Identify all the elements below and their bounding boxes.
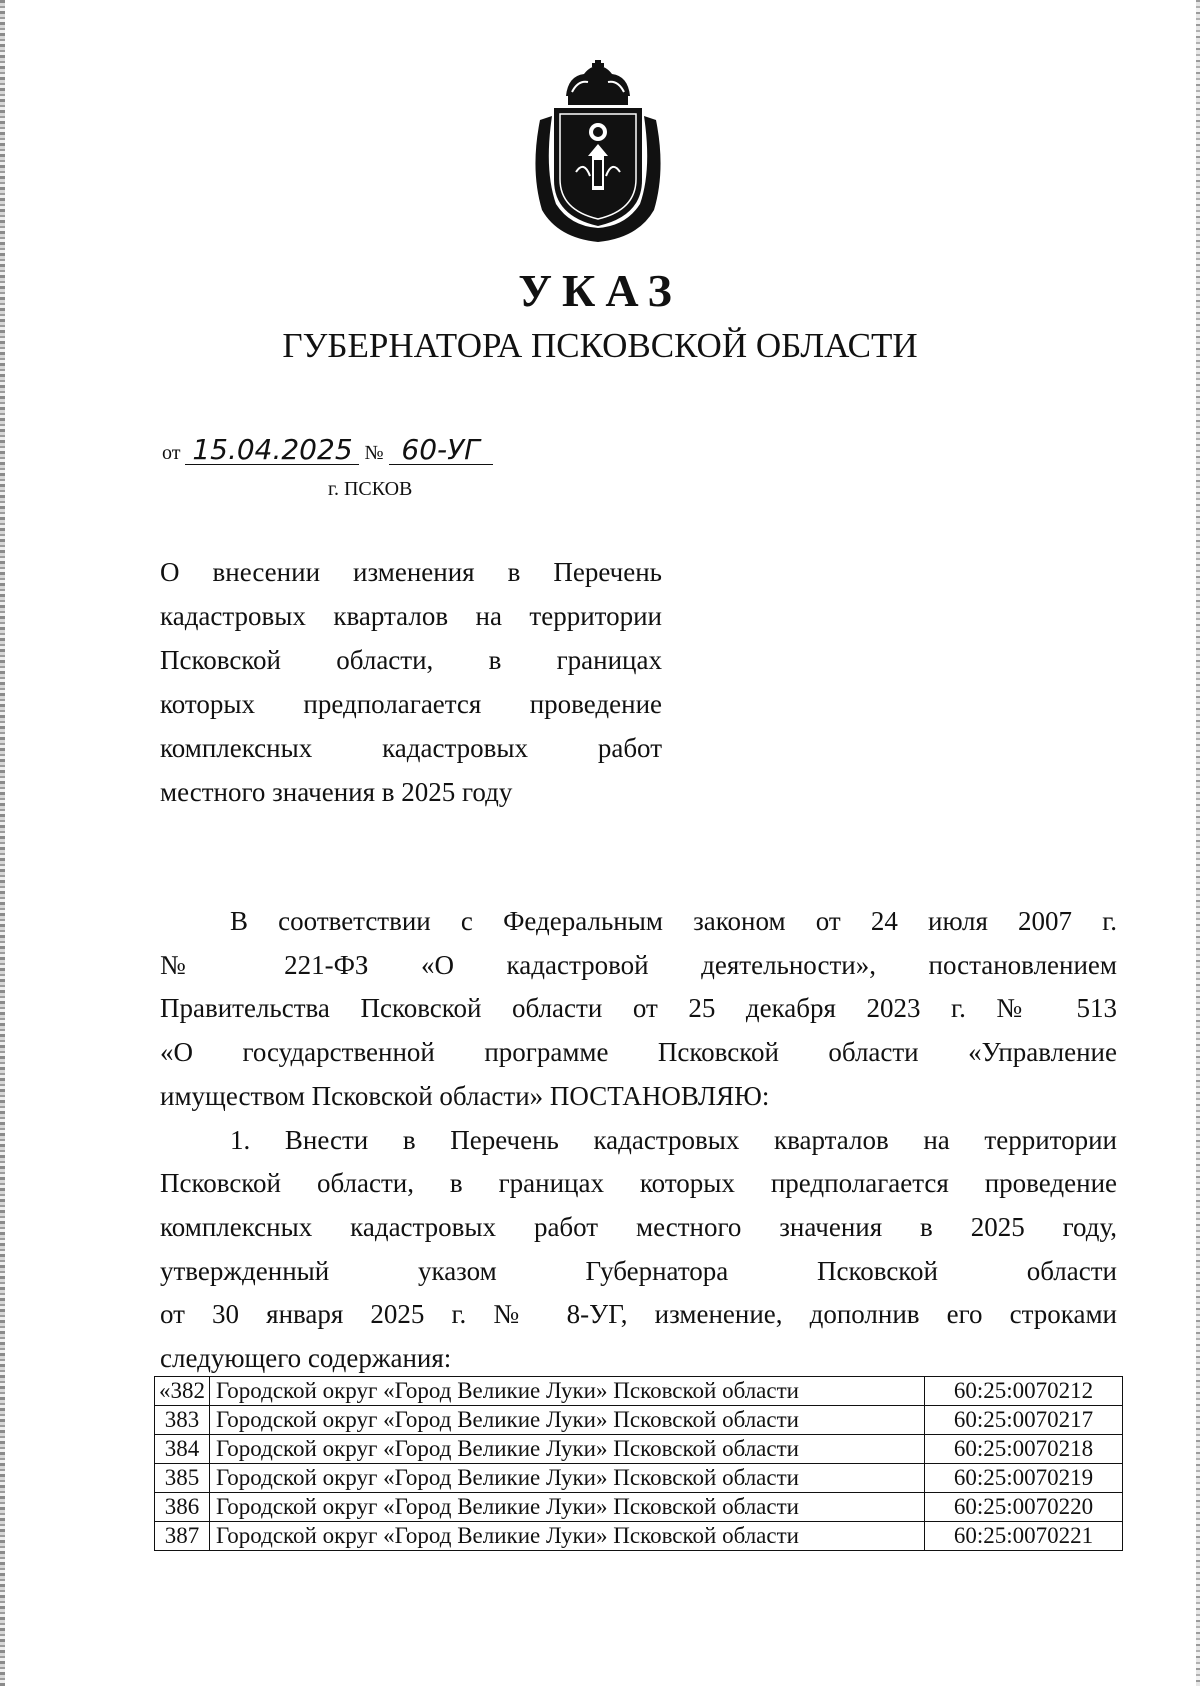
row-number: 383	[155, 1406, 210, 1435]
table-row	[155, 1377, 1123, 1406]
row-cadastral-code: 60:25:0070221	[925, 1522, 1123, 1551]
row-number: 384	[155, 1435, 210, 1464]
body-line: 1. Внести в Перечень кадастровых кварталов на территории	[230, 1124, 1117, 1155]
row-cadastral-code: 60:25:0070212	[925, 1377, 1123, 1406]
body-line: от 30 января 2025 г. № 8-УГ, изменение, дополнив его строками	[160, 1299, 1117, 1330]
row-number: 386	[155, 1493, 210, 1522]
row-number: 385	[155, 1464, 210, 1493]
decree-title: УКАЗ	[518, 265, 682, 316]
body-line: комплексных кадастровых работ местного значения в 2025 году,	[160, 1211, 1117, 1242]
table-row	[155, 1522, 1123, 1551]
decree-number: 60-УГ	[389, 436, 493, 465]
heading-line: кадастровых кварталов на территории	[160, 601, 662, 631]
decree-issuer: ГУБЕРНАТОРА ПСКОВСКОЙ ОБЛАСТИ	[282, 326, 918, 365]
heading-line: комплексных кадастровых работ	[160, 733, 662, 763]
row-municipality: Городской округ «Город Великие Луки» Псковской области	[210, 1493, 925, 1522]
scan-edge-right	[1196, 0, 1200, 1686]
row-number: 387	[155, 1522, 210, 1551]
row-cadastral-code: 60:25:0070218	[925, 1435, 1123, 1464]
table-row	[155, 1406, 1123, 1435]
decree-body	[160, 900, 1117, 1381]
row-municipality: Городской округ «Город Великие Луки» Псковской области	[210, 1464, 925, 1493]
body-line: утвержденный указом Губернатора Псковской области	[160, 1255, 1117, 1286]
body-line: «О государственной программе Псковской области «Управление	[160, 1037, 1117, 1068]
cadastral-quarters-table	[154, 1376, 1123, 1551]
row-municipality: Городской округ «Город Великие Луки» Псковской области	[210, 1406, 925, 1435]
row-cadastral-code: 60:25:0070220	[925, 1493, 1123, 1522]
body-line: имуществом Псковской области» ПОСТАНОВЛЯЮ:	[160, 1080, 770, 1111]
row-cadastral-code: 60:25:0070217	[925, 1406, 1123, 1435]
date-prefix: от	[162, 442, 181, 464]
heading-line: которых предполагается проведение	[160, 689, 662, 719]
city: г. ПСКОВ	[328, 478, 413, 500]
row-municipality: Городской округ «Город Великие Луки» Псковской области	[210, 1522, 925, 1551]
row-municipality: Городской округ «Город Великие Луки» Псковской области	[210, 1377, 925, 1406]
decree-heading	[160, 550, 662, 814]
heading-line: О внесении изменения в Перечень	[160, 557, 662, 587]
date-number-line	[162, 433, 493, 466]
coat-of-arms-icon	[528, 60, 668, 246]
row-number: «382	[155, 1377, 210, 1406]
table-row	[155, 1464, 1123, 1493]
body-line: следующего содержания:	[160, 1343, 452, 1374]
body-line: В соответствии с Федеральным законом от 24 июля 2007 г.	[230, 906, 1117, 936]
heading-line: Псковской области, в границах	[160, 645, 662, 675]
scan-edge-left	[0, 0, 5, 1686]
body-line: № 221-ФЗ «О кадастровой деятельности», постановлением	[160, 949, 1117, 980]
row-municipality: Городской округ «Город Великие Луки» Псковской области	[210, 1435, 925, 1464]
heading-line: местного значения в 2025 году	[160, 777, 513, 807]
body-line: Правительства Псковской области от 25 декабря 2023 г. № 513	[160, 993, 1117, 1024]
body-line: Псковской области, в границах которых предполагается проведение	[160, 1168, 1117, 1199]
number-prefix: №	[364, 442, 384, 464]
table-row	[155, 1435, 1123, 1464]
table-row	[155, 1493, 1123, 1522]
row-cadastral-code: 60:25:0070219	[925, 1464, 1123, 1493]
decree-date: 15.04.2025	[185, 436, 359, 465]
